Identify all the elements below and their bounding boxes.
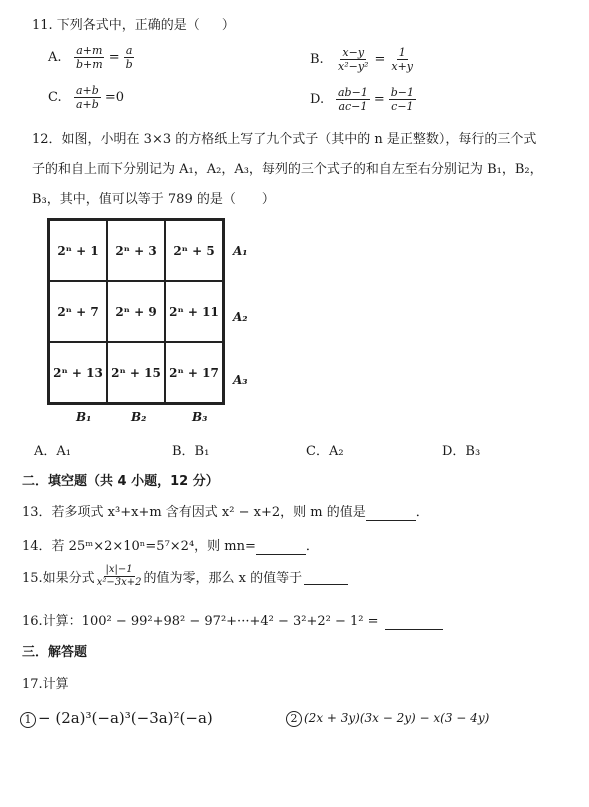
- row-label-a3: A₃: [233, 373, 248, 387]
- q17-title: 17.计算: [22, 677, 69, 692]
- q17-part-2-expression: (2x + 3y)(3x − 2y) − x(3 − 4y): [304, 711, 490, 725]
- q17-part-1: [20, 709, 213, 728]
- col-label-b1: B₁: [76, 410, 92, 424]
- q11-stem-text: 11. 下列各式中，正确的是（: [32, 18, 200, 33]
- section-title-fill-in: 二．填空题（共 4 小题，12 分）: [22, 474, 219, 489]
- col-label-b3: B₃: [192, 410, 208, 424]
- q11-stem-close: ）: [221, 18, 235, 33]
- fraction-right: $\frac{1}{x+y}$: [391, 46, 414, 73]
- row-label-a2: A₂: [233, 310, 248, 324]
- grid-cell: 2ⁿ + 3: [107, 220, 165, 281]
- section-title-solutions: 三．解答题: [22, 645, 88, 660]
- fraction-left: $\frac{a+b}{a+b}$: [76, 84, 99, 111]
- fraction-left: $\frac{x-y}{\text{x²−y²}}$: [338, 46, 369, 73]
- grid-cell: 2ⁿ + 13: [49, 342, 107, 403]
- q11-stem: [32, 14, 235, 33]
- q12-option-b[interactable]: B．B₁: [172, 444, 210, 459]
- option-label: A.: [48, 50, 62, 65]
- q16-text: 16.计算：100² − 99²+98² − 97²+···+4² − 3²+2² − 1² =: [22, 614, 379, 629]
- equals-zero: =0: [104, 90, 124, 105]
- grid-cell: 2ⁿ + 1: [49, 220, 107, 281]
- q17-part-1-expression: − (2a)³(−a)³(−3a)²(−a): [38, 709, 213, 727]
- fraction-left: $\frac{ab-1}{ac-1}$: [338, 86, 368, 113]
- grid-cell: 2ⁿ + 11: [165, 281, 223, 342]
- fraction-right: $\frac{b-1}{c-1}$: [390, 86, 414, 113]
- q13-text: 13．若多项式 x³+x+m 含有因式 x² − x+2，则 m 的值是: [22, 505, 366, 520]
- expression-grid: [47, 218, 225, 405]
- q15-fraction: $\frac{|x|-1}{\text{x²−3x+2}}$: [96, 564, 142, 588]
- q12-line-1: 12．如图，小明在 3×3 的方格纸上写了九个式子（其中的 n 是正整数），每行的三个式: [32, 132, 537, 147]
- q12-line-2: 子的和自上而下分别记为 A₁，A₂，A₃，每列的三个式子的和自左至右分别记为 B₁，B₂，: [32, 162, 543, 177]
- q16: [22, 610, 443, 630]
- q13-answer-blank[interactable]: [366, 505, 416, 521]
- q13-end: ．: [415, 505, 429, 520]
- q12-option-a[interactable]: A．A₁: [34, 444, 71, 459]
- option-label: C.: [48, 90, 62, 105]
- grid-cell: 2ⁿ + 17: [165, 342, 223, 403]
- q15-pre: 15.如果分式: [22, 571, 95, 586]
- circled-number-2: 2: [286, 711, 302, 727]
- q12-line-3: B₃，其中，值可以等于 789 的是（ ）: [32, 192, 275, 207]
- q11-option-b[interactable]: B. $\frac{x-y}{\text{x²−y²}}$ = $\frac{1}{x+y}$: [310, 46, 414, 73]
- q14-end: ．: [305, 539, 319, 554]
- q13: [22, 501, 429, 521]
- grid-cell: 2ⁿ + 15: [107, 342, 165, 403]
- q15-post: 的值为零，那么 x 的值等于: [143, 571, 303, 586]
- row-label-a1: A₁: [233, 244, 248, 258]
- q11-option-c[interactable]: [48, 84, 124, 111]
- q12-option-c[interactable]: C．A₂: [306, 444, 344, 459]
- fraction-left: $\frac{a+m}{b+m}$: [76, 44, 103, 71]
- circled-number-1: 1: [20, 712, 36, 728]
- q11-option-a[interactable]: A. $\frac{a+m}{b+m}$ = $\frac{a}{b}$: [48, 44, 133, 71]
- q17-part-2: [286, 711, 489, 727]
- col-label-b2: B₂: [131, 410, 147, 424]
- q15-answer-blank[interactable]: [304, 569, 348, 585]
- q14: [22, 535, 319, 555]
- fraction-right: $\frac{a}{b}$: [125, 44, 133, 71]
- grid-cell: 2ⁿ + 9: [107, 281, 165, 342]
- q12-option-d[interactable]: D．B₃: [442, 444, 481, 459]
- q15: [22, 564, 348, 589]
- grid-cell: 2ⁿ + 7: [49, 281, 107, 342]
- q11-option-d[interactable]: D. $\frac{ab-1}{ac-1}$ = $\frac{b-1}{c-1}$: [310, 86, 414, 113]
- option-label: D.: [310, 92, 325, 107]
- grid-cell: 2ⁿ + 5: [165, 220, 223, 281]
- q16-answer-blank[interactable]: [385, 614, 443, 630]
- q14-answer-blank[interactable]: [256, 539, 306, 555]
- option-label: B.: [310, 52, 324, 67]
- q14-text: 14．若 25ᵐ×2×10ⁿ=5⁷×2⁴，则 mn=: [22, 539, 256, 554]
